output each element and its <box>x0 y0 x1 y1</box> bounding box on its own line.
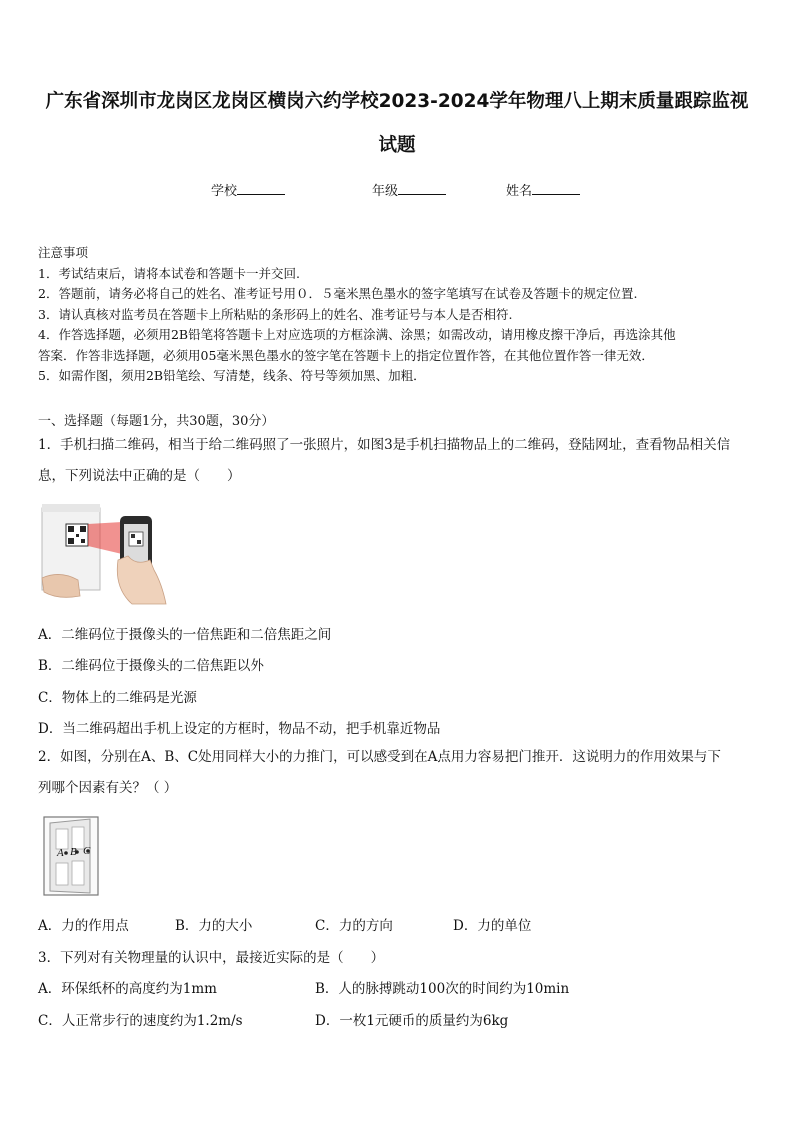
student-info-row <box>0 180 794 200</box>
door-label-c: C <box>83 845 91 857</box>
question-1-option-b: B．二维码位于摄像头的二倍焦距以外 <box>38 658 264 674</box>
name-label: 姓名 <box>506 184 533 199</box>
question-1-line-2: 息，下列说法中正确的是（ ） <box>38 468 241 484</box>
question-3-stem: 3．下列对有关物理量的认识中，最接近实际的是（ ） <box>38 950 385 966</box>
question-3-option-c: C．人正常步行的速度约为1.2m/s <box>38 1013 243 1029</box>
question-1-stem <box>38 430 760 492</box>
door-figure <box>40 815 102 897</box>
question-2-option-b: B．力的大小 <box>175 918 253 934</box>
question-3-option-d: D．一枚1元硬币的质量约为6kg <box>315 1013 509 1029</box>
grade-blank <box>398 182 446 195</box>
school-field <box>211 180 285 199</box>
grade-label: 年级 <box>372 184 399 199</box>
question-2-stem <box>38 742 760 804</box>
question-1-option-c: C．物体上的二维码是光源 <box>38 690 197 706</box>
question-1-line-1: 1．手机扫描二维码，相当于给二维码照了一张照片，如图3是手机扫描物品上的二维码，登陆网址，查看物品相关信 <box>38 437 731 453</box>
instruction-item: 3．请认真核对监考员在答题卡上所粘贴的条形码上的姓名、准考证号与本人是否相符. <box>38 306 513 322</box>
section-heading: 一、选择题（每题1分，共30题，30分） <box>38 414 275 429</box>
instructions <box>38 243 758 387</box>
title-line-2: 试题 <box>378 135 416 156</box>
instruction-item: 答案．作答非选择题，必须用05毫米黑色墨水的签字笔在答题卡上的指定位置作答，在其他位置作答一律无效． <box>38 347 654 363</box>
school-label: 学校 <box>211 184 238 199</box>
question-3-option-b: B．人的脉搏跳动100次的时间约为10min <box>315 981 570 997</box>
school-blank <box>237 182 285 195</box>
grade-field <box>372 180 446 199</box>
instruction-item: 1．考试结束后，请将本试卷和答题卡一并交回. <box>38 265 300 281</box>
door-label-a: A <box>57 847 64 859</box>
instruction-item: 5．如需作图，须用2B铅笔绘、写清楚，线条、符号等须加黑、加粗． <box>38 368 426 383</box>
question-2-option-a: A．力的作用点 <box>38 918 129 934</box>
question-2-option-c: C．力的方向 <box>315 918 393 934</box>
title-line-1: 广东省深圳市龙岗区龙岗区横岗六约学校2023-2024学年物理八上期末质量跟踪监视 <box>45 91 749 112</box>
exam-title <box>30 82 764 166</box>
qr-code-icon <box>66 524 88 546</box>
qr-scan-figure <box>40 500 170 606</box>
question-1-option-d: D．当二维码超出手机上设定的方框时，物品不动，把手机靠近物品 <box>38 721 441 737</box>
instructions-heading: 注意事项 <box>38 245 89 260</box>
question-2-line-1: 2．如图，分别在A、B、C处用同样大小的力推门，可以感受到在A点用力容易把门推开．这说明力的作用效果与下 <box>38 749 721 765</box>
question-2-option-d: D．力的单位 <box>453 918 532 934</box>
question-1-option-a: A．二维码位于摄像头的一倍焦距和二倍焦距之间 <box>38 627 332 643</box>
door-label-b: B <box>70 846 77 858</box>
question-2-line-2: 列哪个因素有关？（ ） <box>38 780 178 796</box>
name-field <box>506 180 580 199</box>
name-blank <box>532 182 580 195</box>
question-3-option-a: A．环保纸杯的高度约为1mm <box>38 981 217 997</box>
instruction-item: 4．作答选择题，必须用2B铅笔将答题卡上对应选项的方框涂满、涂黑；如需改动，请用橡皮擦干净后，再选涂其他 <box>38 327 676 342</box>
instruction-item: 2．答题前，请务必将自己的姓名、准考证号用０．５毫米黑色墨水的签字笔填写在试卷及答题卡的规定位置. <box>38 286 638 301</box>
